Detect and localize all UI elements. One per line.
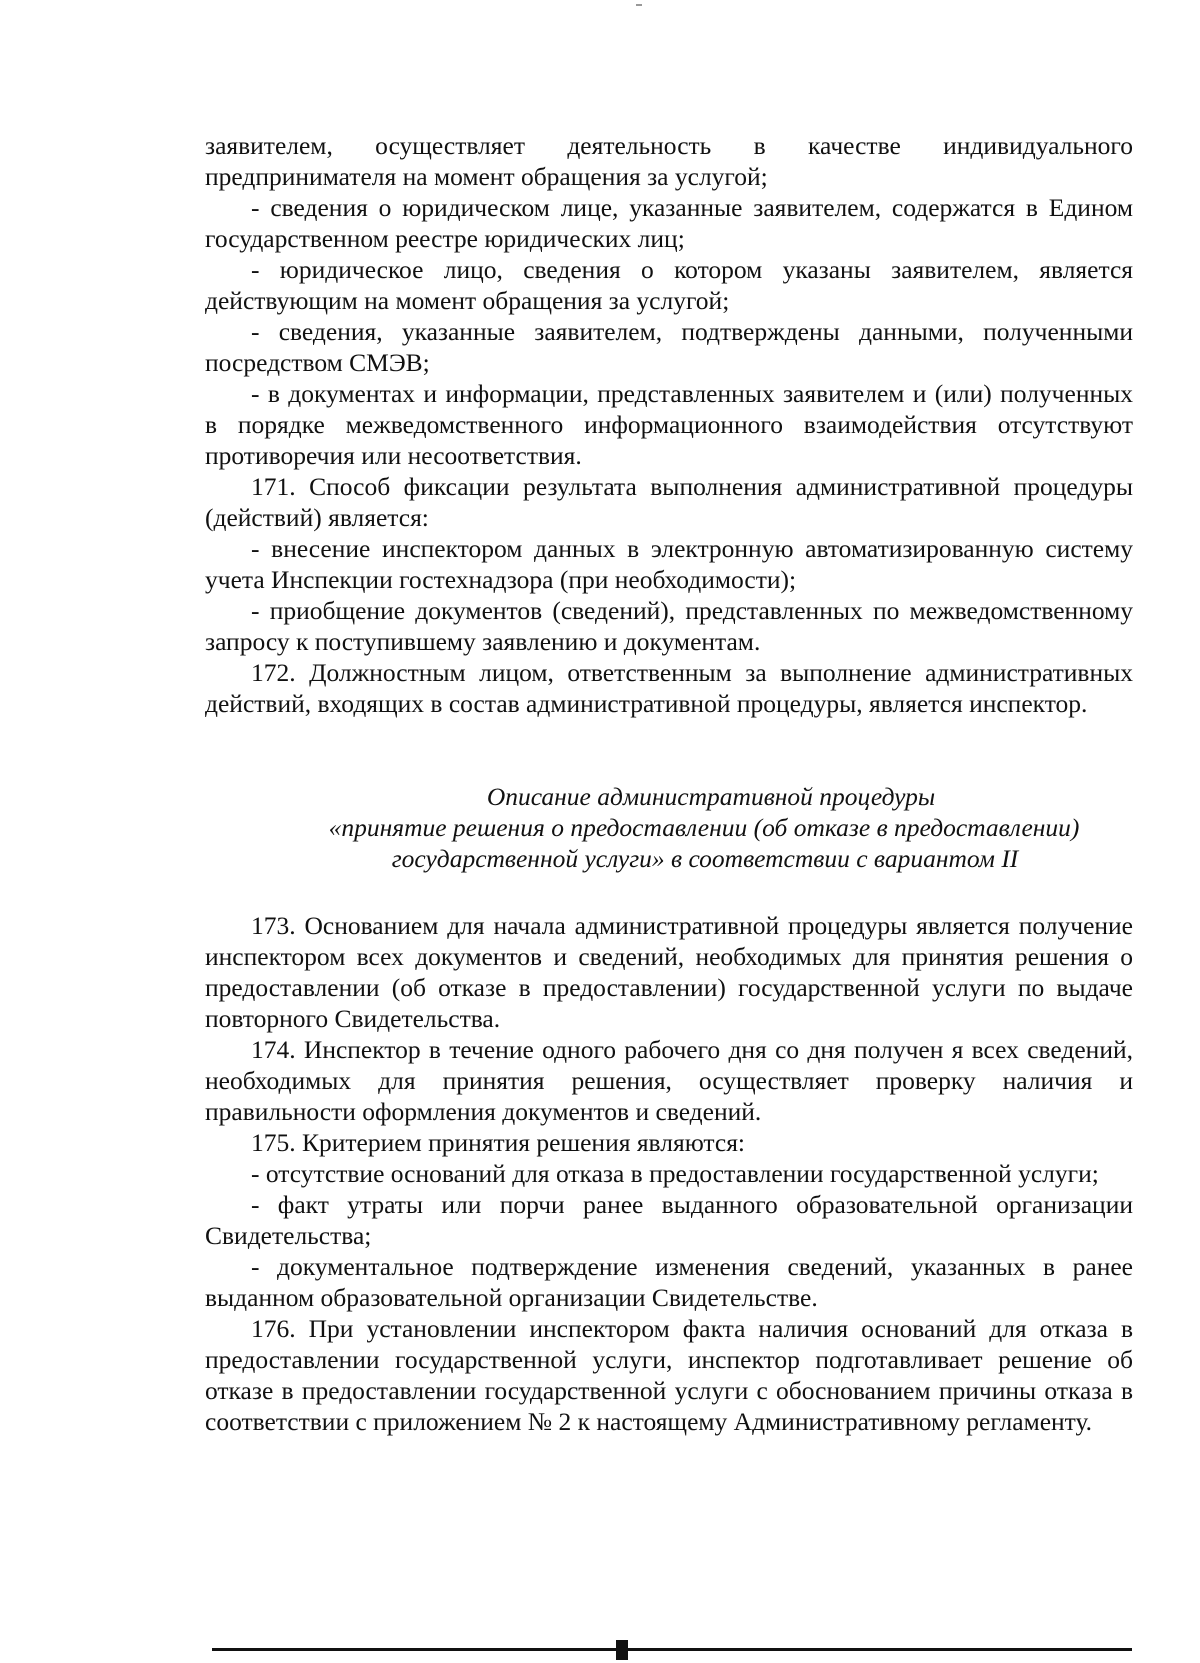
paragraph: - приобщение документов (сведений), представленных по межведомственному запросу к поступившему заявлению и документам. <box>205 596 1133 656</box>
paragraph: заявителем, осуществляет деятельность в качестве индивидуального предпринимателя на момент обращения за услугой; <box>205 131 1133 191</box>
paragraph: - в документах и информации, представленных заявителем и (или) полученных в порядке межведомственного информационного взаимодействия отсутствуют противоречия или несоответствия. <box>205 379 1133 470</box>
bottom-scan-mark <box>616 1640 628 1660</box>
paragraph: - документальное подтверждение изменения сведений, указанных в ранее выданном образовательной организации Свидетельстве. <box>205 1252 1133 1312</box>
heading-line: государственной услуги» в соответствии с вариантом II <box>391 844 1019 873</box>
text-block-upper <box>205 130 1133 719</box>
heading-line: «принятие решения о предоставлении (об отказе в предоставлении) <box>328 813 1080 842</box>
paragraph-176: 176. При установлении инспектором факта наличия оснований для отказа в предоставлении государственной услуги, инспектор подготавливает решение об отказе в предоставлении государственной услуги с обоснованием причины отказа в соответствии с приложением № 2 к настоящему Административному регламенту. <box>205 1314 1133 1436</box>
paragraph-175: 175. Критерием принятия решения являются: <box>251 1128 746 1157</box>
paragraph: - отсутствие оснований для отказа в предоставлении государственной услуги; <box>251 1159 1099 1188</box>
bottom-scan-edge <box>212 1648 1132 1651</box>
paragraph-171: 171. Способ фиксации результата выполнения административной процедуры (действий) является: <box>205 472 1133 532</box>
section-heading <box>205 781 1133 874</box>
heading-line: Описание административной процедуры <box>486 782 936 811</box>
text-block-lower <box>205 910 1133 1437</box>
paragraph-172: 172. Должностным лицом, ответственным за выполнение административных действий, входящих в состав административной процедуры, является инспектор. <box>205 658 1133 718</box>
paragraph-174: 174. Инспектор в течение одного рабочего дня со дня получен я всех сведений, необходимых для принятия решения, осуществляет проверку наличия и правильности оформления документов и сведений. <box>205 1035 1133 1126</box>
paragraph: - сведения о юридическом лице, указанные заявителем, содержатся в Едином государственном реестре юридических лиц; <box>205 193 1133 253</box>
paragraph-173: 173. Основанием для начала административной процедуры является получение инспектором всех документов и сведений, необходимых для принятия решения о предоставлении (об отказе в предоставлении) государственной услуги по выдаче повторного Свидетельства. <box>205 911 1133 1033</box>
paragraph: - юридическое лицо, сведения о котором указаны заявителем, является действующим на момент обращения за услугой; <box>205 255 1133 315</box>
scan-speck <box>636 4 642 6</box>
paragraph: - факт утраты или порчи ранее выданного образовательной организации Свидетельства; <box>205 1190 1133 1250</box>
paragraph: - внесение инспектором данных в электронную автоматизированную систему учета Инспекции гостехнадзора (при необходимости); <box>205 534 1133 594</box>
paragraph: - сведения, указанные заявителем, подтверждены данными, полученными посредством СМЭВ; <box>205 317 1133 377</box>
